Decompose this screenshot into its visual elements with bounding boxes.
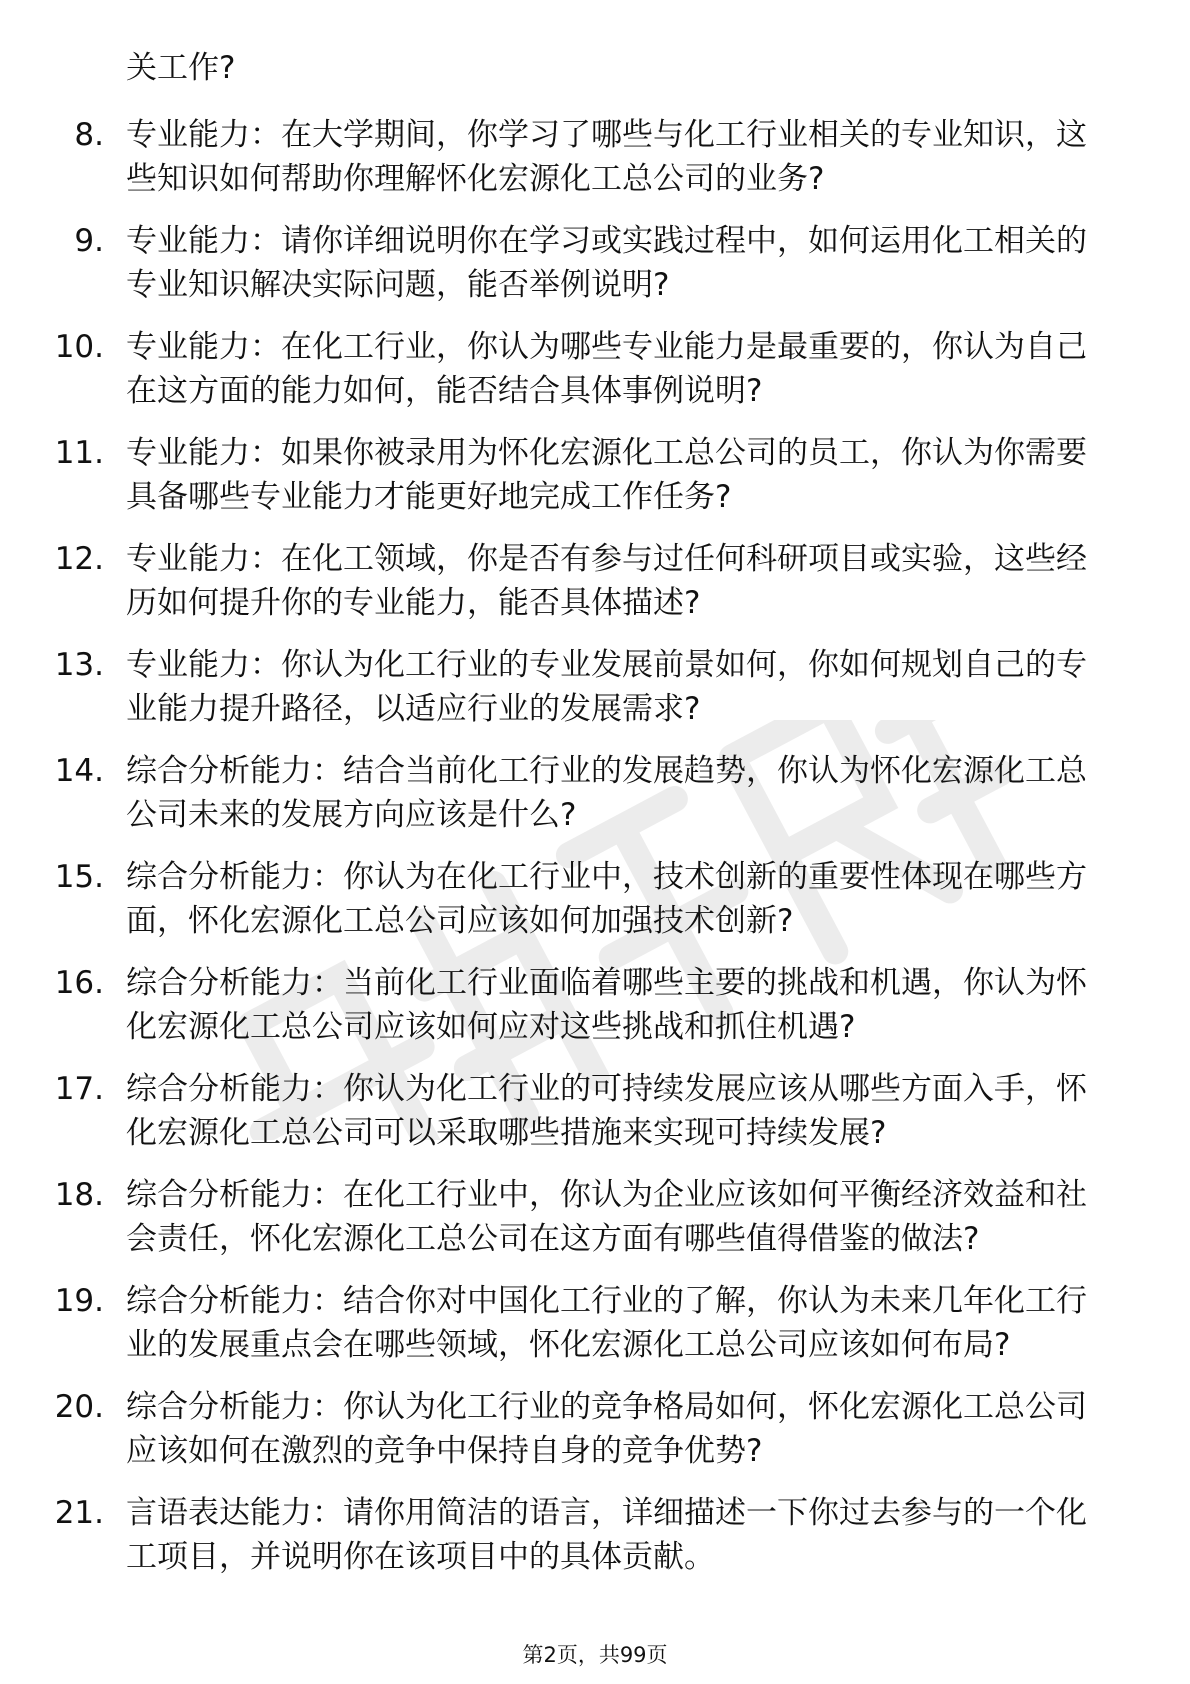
question-number: 18.: [54, 1177, 104, 1213]
question-number: 16.: [54, 965, 104, 1001]
question-text: 专业能力：在化工行业，你认为哪些专业能力是最重要的，你认为自己在这方面的能力如何，能否结合具体事例说明?: [126, 329, 1087, 409]
question-item: [0, 1173, 1190, 1261]
question-item: [0, 749, 1190, 837]
question-number: 9.: [74, 223, 104, 259]
question-number: 14.: [54, 753, 104, 789]
question-text: 专业能力：在大学期间，你学习了哪些与化工行业相关的专业知识，这些知识如何帮助你理解怀化宏源化工总公司的业务?: [126, 117, 1087, 197]
continuation-text: 关工作?: [126, 50, 236, 86]
question-number: 11.: [54, 435, 104, 471]
question-text: 专业能力：你认为化工行业的专业发展前景如何，你如何规划自己的专业能力提升路径，以适应行业的发展需求?: [126, 647, 1087, 727]
question-number: 21.: [54, 1495, 104, 1531]
question-number: 19.: [54, 1283, 104, 1319]
question-item: [0, 113, 1190, 201]
question-number: 17.: [54, 1071, 104, 1107]
question-item: [0, 961, 1190, 1049]
question-text: 综合分析能力：结合当前化工行业的发展趋势，你认为怀化宏源化工总公司未来的发展方向应该是什么?: [126, 753, 1087, 833]
page-footer: [0, 1640, 1190, 1670]
question-text: 综合分析能力：在化工行业中，你认为企业应该如何平衡经济效益和社会责任，怀化宏源化工总公司在这方面有哪些值得借鉴的做法?: [126, 1177, 1087, 1257]
question-item: [0, 325, 1190, 413]
question-text: 综合分析能力：你认为化工行业的可持续发展应该从哪些方面入手，怀化宏源化工总公司可以采取哪些措施来实现可持续发展?: [126, 1071, 1087, 1151]
question-number: 10.: [54, 329, 104, 365]
question-number: 13.: [54, 647, 104, 683]
question-text: 综合分析能力：你认为在化工行业中，技术创新的重要性体现在哪些方面，怀化宏源化工总公司应该如何加强技术创新?: [126, 859, 1087, 939]
question-item: [0, 1279, 1190, 1367]
question-item: [0, 1491, 1190, 1579]
question-text: 专业能力：在化工领域，你是否有参与过任何科研项目或实验，这些经历如何提升你的专业能力，能否具体描述?: [126, 541, 1087, 621]
question-item: [0, 431, 1190, 519]
question-item: [0, 219, 1190, 307]
question-item: [0, 855, 1190, 943]
question-number: 20.: [54, 1389, 104, 1425]
question-item: [0, 1067, 1190, 1155]
question-text: 综合分析能力：当前化工行业面临着哪些主要的挑战和机遇，你认为怀化宏源化工总公司应该如何应对这些挑战和抓住机遇?: [126, 965, 1087, 1045]
question-text: 言语表达能力：请你用简洁的语言，详细描述一下你过去参与的一个化工项目，并说明你在该项目中的具体贡献。: [126, 1495, 1087, 1575]
question-number: 8.: [74, 117, 104, 153]
question-text: 专业能力：请你详细说明你在学习或实践过程中，如何运用化工相关的专业知识解决实际问题，能否举例说明?: [126, 223, 1087, 303]
question-text: 综合分析能力：你认为化工行业的竞争格局如何，怀化宏源化工总公司应该如何在激烈的竞争中保持自身的竞争优势?: [126, 1389, 1087, 1469]
question-item: [0, 1385, 1190, 1473]
question-list: [0, 113, 1190, 1597]
question-item: [0, 537, 1190, 625]
question-number: 15.: [54, 859, 104, 895]
question-number: 12.: [54, 541, 104, 577]
question-item: [0, 643, 1190, 731]
page-number-label: 第2页，共99页: [522, 1643, 668, 1667]
question-text: 综合分析能力：结合你对中国化工行业的了解，你认为未来几年化工行业的发展重点会在哪些领域，怀化宏源化工总公司应该如何布局?: [126, 1283, 1087, 1363]
question-text: 专业能力：如果你被录用为怀化宏源化工总公司的员工，你认为你需要具备哪些专业能力才能更好地完成工作任务?: [126, 435, 1087, 515]
